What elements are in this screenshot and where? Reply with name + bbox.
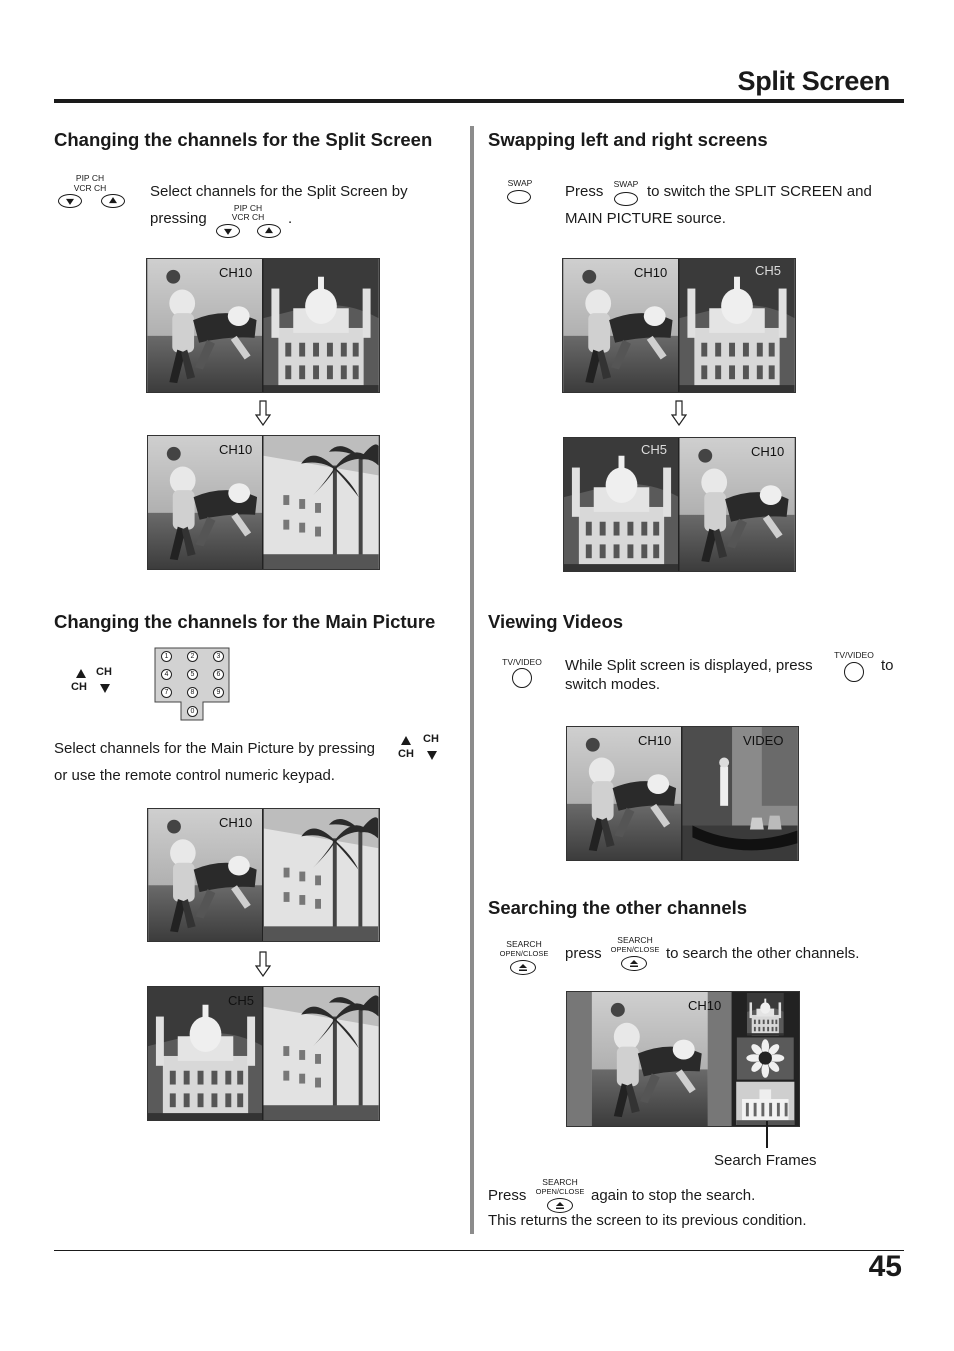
top-rule (54, 99, 904, 103)
search-frames-label: Search Frames (714, 1152, 817, 1169)
inline-ch-up-down-icon (397, 733, 443, 763)
inline-channel-up-button[interactable] (257, 224, 281, 238)
video-instruction-line2: switch modes. (565, 676, 661, 693)
swap-instruction-line1: to switch the SPLIT SCREEN and (647, 183, 872, 200)
down-arrow-icon (255, 400, 271, 426)
right-source-label: VIDEO (743, 733, 784, 748)
section-heading-split-channels: Changing the channels for the Split Screen (54, 129, 433, 150)
right-channel-label: CH10 (751, 444, 785, 459)
stop-instruction-line2: This returns the screen to its previous condition. (488, 1212, 807, 1229)
pip-ch-label: PIP CH (75, 173, 105, 183)
keypad-key-9[interactable]: 9 (213, 687, 224, 698)
swap-button[interactable] (507, 190, 531, 204)
section-heading-videos: Viewing Videos (488, 611, 624, 632)
vcr-ch-label: VCR CH (73, 183, 107, 193)
channel-label: CH10 (219, 265, 253, 280)
section-heading-swap: Swapping left and right screens (488, 129, 768, 150)
inline-search-button[interactable] (621, 956, 647, 971)
search-screen (566, 991, 800, 1127)
keypad-key-6[interactable]: 6 (213, 669, 224, 680)
left-channel-label: CH10 (634, 265, 668, 280)
channel-label: CH10 (219, 815, 253, 830)
column-divider (470, 126, 474, 1234)
channel-label: CH5 (228, 993, 255, 1008)
left-channel-label: CH5 (641, 442, 668, 457)
bottom-rule (54, 1250, 904, 1251)
section-heading-main-channels: Changing the channels for the Main Picture (54, 611, 436, 632)
inline-tv-video-button[interactable] (844, 662, 864, 682)
stop-open-close-label: OPEN/CLOSE (535, 1187, 585, 1196)
inline-ch-label-down: CH (398, 748, 414, 760)
inline-pip-ch-label: PIP CH (233, 203, 263, 213)
split-instruction-suffix: . (288, 210, 293, 227)
video-instruction-line1: While Split screen is displayed, press (565, 657, 813, 674)
open-close-label: OPEN/CLOSE (499, 949, 549, 958)
channel-down-button[interactable] (58, 194, 82, 208)
swap-screen-after (563, 437, 796, 572)
down-arrow-icon (671, 400, 687, 426)
inline-ch-label-up: CH (423, 733, 439, 745)
keypad-key-2[interactable]: 2 (187, 651, 198, 662)
down-arrow-icon (255, 951, 271, 977)
swap-screen-before (562, 258, 796, 393)
inline-swap-button[interactable] (614, 192, 638, 206)
split-instruction-prefix: pressing (150, 210, 207, 227)
channel-label: CH10 (688, 998, 722, 1013)
keypad-key-0[interactable]: 0 (187, 706, 198, 717)
inline-tv-video-label: TV/VIDEO (834, 650, 874, 660)
eject-icon (518, 963, 528, 972)
section-heading-search: Searching the other channels (488, 897, 748, 918)
left-channel-label: CH10 (638, 733, 672, 748)
stop-instruction-prefix: Press (488, 1187, 527, 1204)
tv-video-label: TV/VIDEO (502, 657, 542, 667)
search-frames-pointer (766, 1121, 768, 1148)
channel-label: CH10 (219, 442, 253, 457)
split-screen-after (147, 435, 380, 570)
chevron-up-icon (109, 197, 117, 203)
main-instruction-line2: or use the remote control numeric keypad. (54, 767, 335, 784)
keypad-key-3[interactable]: 3 (213, 651, 224, 662)
tv-video-button[interactable] (512, 668, 532, 688)
swap-label: SWAP (507, 178, 533, 188)
split-instruction-line1: Select channels for the Split Screen by (150, 183, 408, 200)
inline-open-close-label: OPEN/CLOSE (610, 945, 660, 954)
keypad-key-5[interactable]: 5 (187, 669, 198, 680)
search-label: SEARCH (506, 939, 542, 949)
page-title: Split Screen (737, 66, 890, 96)
search-instruction-suffix: to search the other channels. (666, 945, 860, 962)
channel-up-button[interactable] (101, 194, 125, 208)
split-screen-before (146, 258, 380, 393)
swap-instruction-prefix: Press (565, 183, 604, 200)
numeric-keypad[interactable] (153, 646, 231, 722)
main-instruction-line1: Select channels for the Main Picture by pressing (54, 740, 375, 757)
inline-swap-label: SWAP (613, 179, 639, 189)
search-button[interactable] (510, 960, 536, 975)
chevron-down-icon (224, 229, 232, 235)
main-screen-before (147, 808, 380, 942)
main-screen-after (147, 986, 380, 1121)
page-number: 45 (868, 1250, 902, 1283)
video-split-screen (566, 726, 799, 861)
keypad-key-8[interactable]: 8 (187, 687, 198, 698)
inline-search-label: SEARCH (617, 935, 653, 945)
inline-vcr-ch-label: VCR CH (231, 212, 265, 222)
keypad-key-1[interactable]: 1 (161, 651, 172, 662)
ch-label-down: CH (71, 681, 87, 693)
right-channel-label: CH5 (755, 263, 782, 278)
chevron-down-icon (66, 199, 74, 205)
keypad-key-7[interactable]: 7 (161, 687, 172, 698)
keypad-key-4[interactable]: 4 (161, 669, 172, 680)
stop-search-label: SEARCH (542, 1177, 578, 1187)
inline-channel-down-button[interactable] (216, 224, 240, 238)
video-instruction-to: to (881, 657, 894, 674)
chevron-up-icon (265, 227, 273, 233)
eject-icon (629, 959, 639, 968)
stop-instruction-suffix: again to stop the search. (591, 1187, 756, 1204)
swap-instruction-line2: MAIN PICTURE source. (565, 210, 726, 227)
ch-up-down-icon (70, 666, 118, 696)
ch-label-up: CH (96, 666, 112, 678)
search-instruction-prefix: press (565, 945, 602, 962)
